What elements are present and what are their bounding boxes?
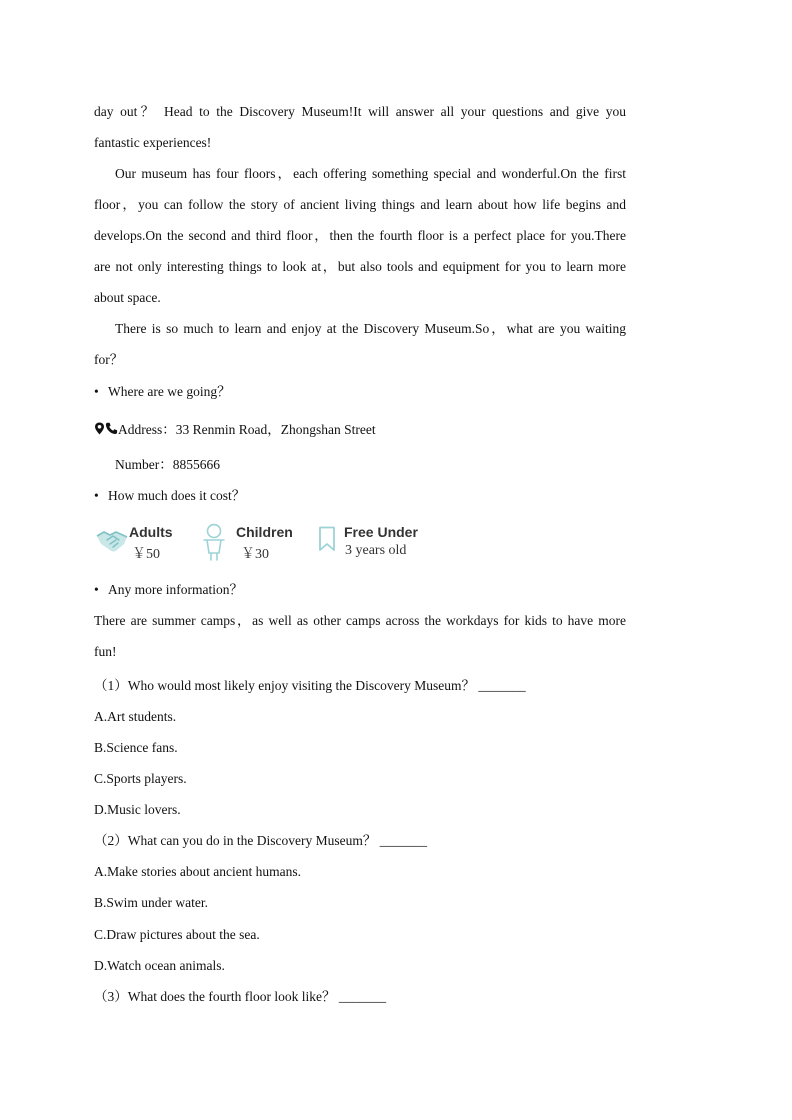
question-2-option-c: C.Draw pictures about the sea.	[94, 927, 260, 942]
passage-line-4: floor，you can follow the story of ancient living things and learn about how life begins and	[94, 197, 626, 212]
passage-line-8: There is so much to learn and enjoy at the Discovery Museum.So，what are you waiting	[115, 321, 626, 336]
question-1-option-d: D.Music lovers.	[94, 802, 181, 817]
bullet-marker: •	[94, 582, 99, 597]
question-2-option-a: A.Make stories about ancient humans.	[94, 864, 301, 879]
bullet-marker: •	[94, 384, 99, 399]
question-3: （3）What does the fourth floor look like？ _______	[94, 989, 387, 1004]
passage-line-1: day out？ Head to the Discovery Museum!It will answer all your questions and give you	[94, 104, 626, 119]
cost-heading	[94, 487, 626, 505]
adults-label: Adults	[129, 524, 173, 540]
question-2: （2）What can you do in the Discovery Museum？ _______	[94, 833, 427, 848]
passage-line-6: are not only interesting things to look at，but also tools and equipment for you to learn more	[94, 259, 626, 274]
where-heading	[94, 383, 626, 401]
handshake-icon	[95, 527, 129, 555]
children-price-value: ￥30	[241, 547, 269, 562]
more-info-heading	[94, 581, 626, 599]
phone-number: Number：8855666	[115, 457, 220, 472]
address-line	[94, 421, 626, 439]
more-info-heading-text: Any more information？	[108, 582, 243, 597]
adults-price-value: ￥50	[132, 547, 160, 562]
passage-line-3: Our museum has four floors，each offering something special and wonderful.On the first	[115, 166, 626, 181]
passage-line-9: for？	[94, 352, 124, 367]
bookmark-icon	[318, 526, 336, 552]
more-info-line-1: There are summer camps，as well as other camps across the workdays for kids to have more	[94, 613, 626, 628]
cost-heading-text: How much does it cost？	[108, 488, 246, 503]
question-1-option-a: A.Art students.	[94, 709, 177, 724]
passage-line-2: fantastic experiences!	[94, 135, 212, 150]
bullet-marker: •	[94, 488, 99, 503]
question-1-option-c: C.Sports players.	[94, 771, 187, 786]
child-icon	[200, 522, 228, 562]
location-pin-icon	[94, 422, 105, 435]
passage-line-5: develops.On the second and third floor，then the fourth floor is a perfect place for you.There	[94, 228, 626, 243]
children-label: Children	[236, 524, 293, 540]
question-1: （1）Who would most likely enjoy visiting the Discovery Museum？ _______	[94, 678, 526, 693]
passage-line-7: about space.	[94, 290, 161, 305]
question-2-option-d: D.Watch ocean animals.	[94, 958, 225, 973]
where-heading-text: Where are we going？	[108, 384, 231, 399]
address-text: Address：33 Renmin Road，Zhongshan Street	[118, 422, 376, 437]
ticket-prices	[94, 522, 434, 564]
question-2-option-b: B.Swim under water.	[94, 895, 208, 910]
question-1-option-b: B.Science fans.	[94, 740, 178, 755]
free-under-detail: 3 years old	[345, 543, 407, 558]
free-under-label: Free Under	[344, 524, 418, 540]
more-info-line-2: fun!	[94, 644, 117, 659]
phone-icon	[105, 422, 118, 435]
